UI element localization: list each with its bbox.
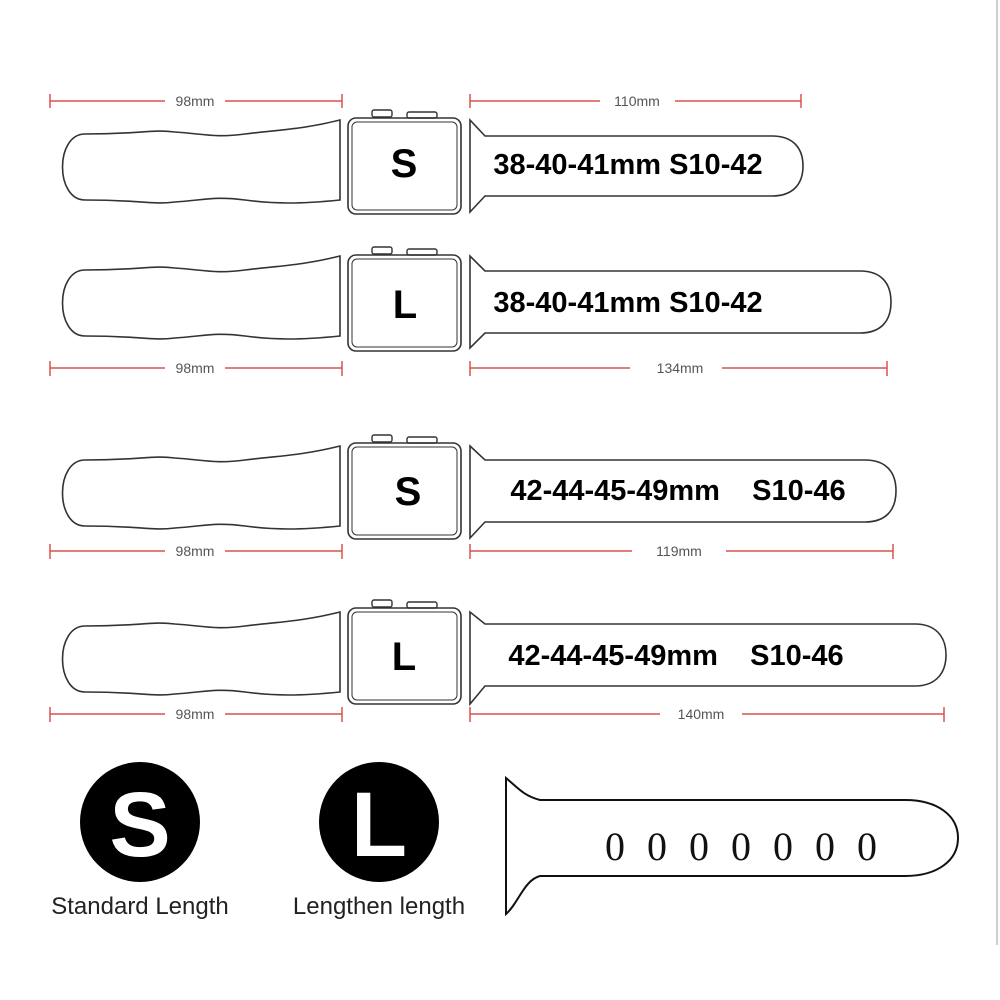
compatible-sizes-text: 38-40-41mm S10-42 — [493, 149, 763, 181]
buckle-strap-outline — [63, 446, 341, 529]
band-row-4 — [50, 600, 946, 722]
legend-lengthen — [293, 762, 465, 920]
buckle-strap-outline — [63, 612, 341, 695]
legend-standard — [51, 762, 228, 920]
left-dimension-4 — [50, 706, 342, 722]
size-letter: L — [391, 635, 417, 679]
size-letter: S — [390, 142, 418, 186]
lengthen-length-caption: Lengthen length — [292, 893, 466, 920]
left-dimension-1 — [50, 93, 342, 109]
watch-button — [407, 437, 437, 443]
watch-crown — [372, 247, 392, 254]
watch-crown — [372, 435, 392, 442]
compatible-sizes-text: 42-44-45-49mm S10-46 — [508, 640, 844, 672]
right-dimension-label: 119mm — [656, 543, 702, 559]
left-dimension-label: 98mm — [175, 543, 215, 559]
watch-crown — [372, 110, 392, 117]
standard-length-caption: Standard Length — [51, 893, 229, 920]
size-letter: L — [392, 283, 418, 327]
left-dimension-label: 98mm — [175, 93, 215, 109]
right-dimension-2 — [470, 360, 887, 376]
right-dimension-label: 140mm — [677, 706, 725, 722]
right-dimension-3 — [470, 543, 893, 559]
right-dimension-4 — [470, 706, 944, 722]
right-dimension-label: 110mm — [614, 93, 660, 109]
compatible-sizes-text: 38-40-41mm S10-42 — [493, 287, 763, 319]
band-row-1 — [50, 93, 803, 214]
right-dimension-label: 134mm — [656, 360, 704, 376]
size-letter: S — [394, 470, 422, 514]
buckle-strap-outline — [63, 256, 341, 339]
watch-button — [407, 602, 437, 608]
watch-crown — [372, 600, 392, 607]
left-dimension-3 — [50, 543, 342, 559]
left-dimension-label: 98mm — [175, 360, 215, 376]
watch-button — [407, 112, 437, 118]
left-dimension-2 — [50, 360, 342, 376]
right-dimension-1 — [470, 93, 801, 109]
lengthen-length-letter: L — [350, 774, 408, 876]
watch-button — [407, 249, 437, 255]
compatible-sizes-text: 42-44-45-49mm S10-46 — [510, 475, 846, 507]
left-dimension-label: 98mm — [175, 706, 215, 722]
standard-length-letter: S — [109, 774, 171, 876]
band-row-3 — [50, 435, 896, 559]
band-row-2 — [50, 247, 891, 376]
buckle-strap-outline — [63, 120, 341, 203]
strap-holes: 0 0 0 0 0 0 0 — [605, 824, 883, 869]
strap-hole-illustration — [506, 778, 958, 914]
